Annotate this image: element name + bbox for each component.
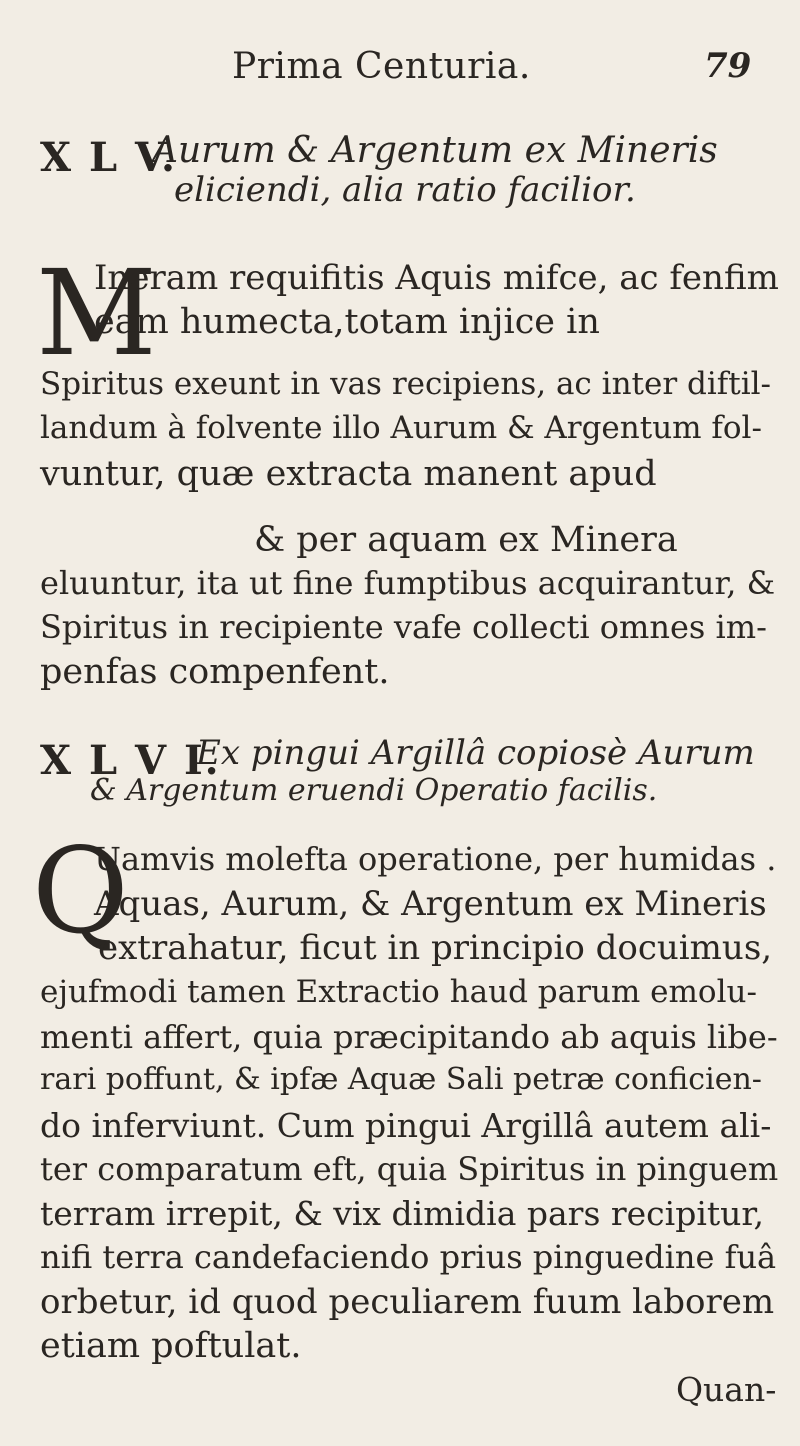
section-title-line2: & Argentum eruendi Operatio facilis. — [90, 773, 658, 808]
text-line: nifi terra candefaciendo prius pinguedine fuâ — [40, 1238, 777, 1276]
catchword: Quan- — [676, 1370, 777, 1409]
text-line: ejufmodi tamen Extractio haud parum emolu- — [40, 974, 757, 1010]
text-line: do inferviunt. Cum pingui Argillâ autem ali- — [40, 1106, 772, 1145]
section-number: X L V. — [40, 134, 177, 181]
drop-cap: M — [36, 244, 157, 382]
page-number: 79 — [704, 46, 752, 86]
section-number: X L V I. — [40, 737, 221, 784]
section-title-line1: Aurum & Argentum ex Mineris — [152, 130, 718, 171]
drop-cap: Q — [32, 822, 129, 960]
text-line: Aquas, Aurum, & Argentum ex Mineris — [94, 884, 767, 924]
text-line: Uamvis molefta operatione, per humidas . — [94, 840, 777, 878]
text-line: terram irrepit, & vix dimidia pars recipitur, — [40, 1194, 765, 1233]
section-title-line1: Ex pingui Argillâ copiosè Aurum — [196, 733, 755, 773]
running-head — [0, 46, 800, 96]
text-line: eluuntur, ita ut fine fumptibus acquirantur, & — [40, 564, 776, 602]
text-line: Ineram requifitis Aquis mifce, ac fenfim — [94, 258, 779, 298]
text-line: ter comparatum eft, quia Spiritus in pinguem — [40, 1150, 779, 1188]
text-line: landum à folvente illo Aurum & Argentum fol- — [40, 410, 762, 446]
running-title: Prima Centuria. — [232, 46, 531, 87]
text-line: orbetur, id quod peculiarem fuum laborem — [40, 1282, 775, 1322]
text-line: extrahatur, ficut in principio docuimus, — [98, 928, 773, 968]
text-line: etiam poftulat. — [40, 1326, 302, 1366]
text-line: vuntur, quæ extracta manent apud — [40, 454, 657, 494]
text-line: menti affert, quia præcipitando ab aquis libe- — [40, 1018, 778, 1056]
text-line: & per aquam ex Minera — [254, 520, 678, 560]
section-title-line2: eliciendi, alia ratio facilior. — [174, 170, 636, 210]
text-line: penfas compenfent. — [40, 652, 390, 692]
text-line: eam humecta,totam injice in — [94, 302, 600, 342]
text-line: Spiritus in recipiente vafe collecti omnes im- — [40, 608, 767, 646]
text-line: Spiritus exeunt in vas recipiens, ac inter diftil- — [40, 366, 771, 402]
text-line: rari poffunt, & ipfæ Aquæ Sali petræ conficien- — [40, 1062, 762, 1097]
